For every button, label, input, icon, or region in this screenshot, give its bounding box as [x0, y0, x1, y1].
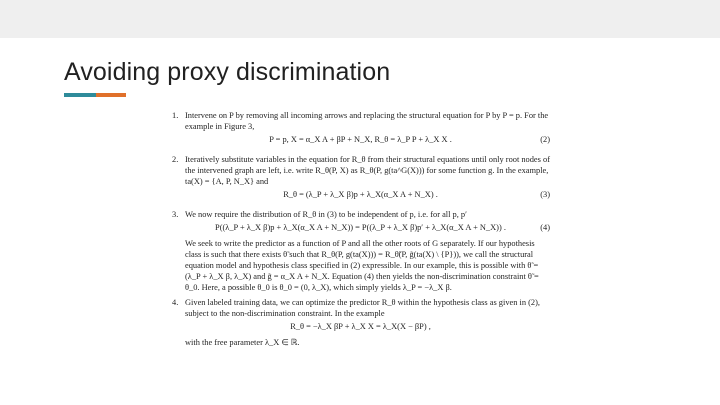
step-2-number: 2. [172, 155, 179, 164]
equation-final-body: R_θ = −λ_X βP + λ_X X = λ_X(X − βP) , [290, 322, 431, 331]
equation-3 [185, 189, 550, 203]
equation-final [185, 321, 550, 335]
paper-excerpt [172, 110, 550, 348]
slide-title: Avoiding proxy discrimination [64, 58, 391, 86]
step-3 [172, 209, 550, 293]
step-1-number: 1. [172, 111, 179, 120]
step-4-tail: with the free parameter λ_X ∈ ℝ. [185, 338, 300, 347]
step-1 [172, 110, 550, 148]
equation-2-body: P = p, X = α_X A + βP + N_X, R_θ = λ_P P + λ_X X . [269, 135, 452, 144]
step-4-text: Given labeled training data, we can optimize the predictor R_θ within the hypothesis class as given in (2), subject to the non-discrimination constraint. In the example [185, 298, 540, 318]
step-2 [172, 154, 550, 203]
equation-2 [185, 134, 550, 148]
title-accent-orange [96, 93, 126, 97]
equation-4 [185, 222, 550, 236]
title-accent-teal [64, 93, 96, 97]
step-3-explanation: We seek to write the predictor as a function of P and all the other roots of G separately. If our hypothesis class is such that there exists θ̃ such that R_θ(P, g(ta(X))) = R_θ̃(P, g̃(ta(X) \ {P})), we call the structural equation model and hypothesis class specified in (2) expressible. In our example, this is possible with θ̃ = (λ_P + λ_X β, λ_X) and g̃ = α_X A + N_X. Equation (4) then yields the non-discrimination constraint θ̃ = θ_0. Here, a possible θ_0 is θ_0 = (0, λ_X), which simply yields λ_P = −λ_X β. [185, 239, 539, 292]
step-4-number: 4. [172, 298, 179, 307]
step-3-text: We now require the distribution of R_θ in (3) to be independent of p, i.e. for all p, p′ [185, 210, 467, 219]
equation-4-body: P((λ_P + λ_X β)p + λ_X(α_X A + N_X)) = P((λ_P + λ_X β)p′ + λ_X(α_X A + N_X)) . [215, 223, 506, 232]
equation-2-number: (2) [540, 135, 550, 144]
equation-4-number: (4) [540, 223, 550, 232]
equation-3-body: R_θ = (λ_P + λ_X β)p + λ_X(α_X A + N_X) . [283, 190, 438, 199]
step-1-text: Intervene on P by removing all incoming arrows and replacing the structural equation for P by P = p. For the example in Figure 3, [185, 111, 549, 131]
equation-3-number: (3) [540, 190, 550, 199]
step-3-number: 3. [172, 210, 179, 219]
top-bar [0, 0, 720, 38]
step-2-text: Iteratively substitute variables in the equation for R_θ from their structural equations until only root nodes of the intervened graph are left, i.e. write R_θ(P, X) as R_θ(P, g(ta^G(X))) for some function g. In the example, ta(X) = {A, P, N_X} and [185, 155, 550, 186]
step-4 [172, 297, 550, 348]
